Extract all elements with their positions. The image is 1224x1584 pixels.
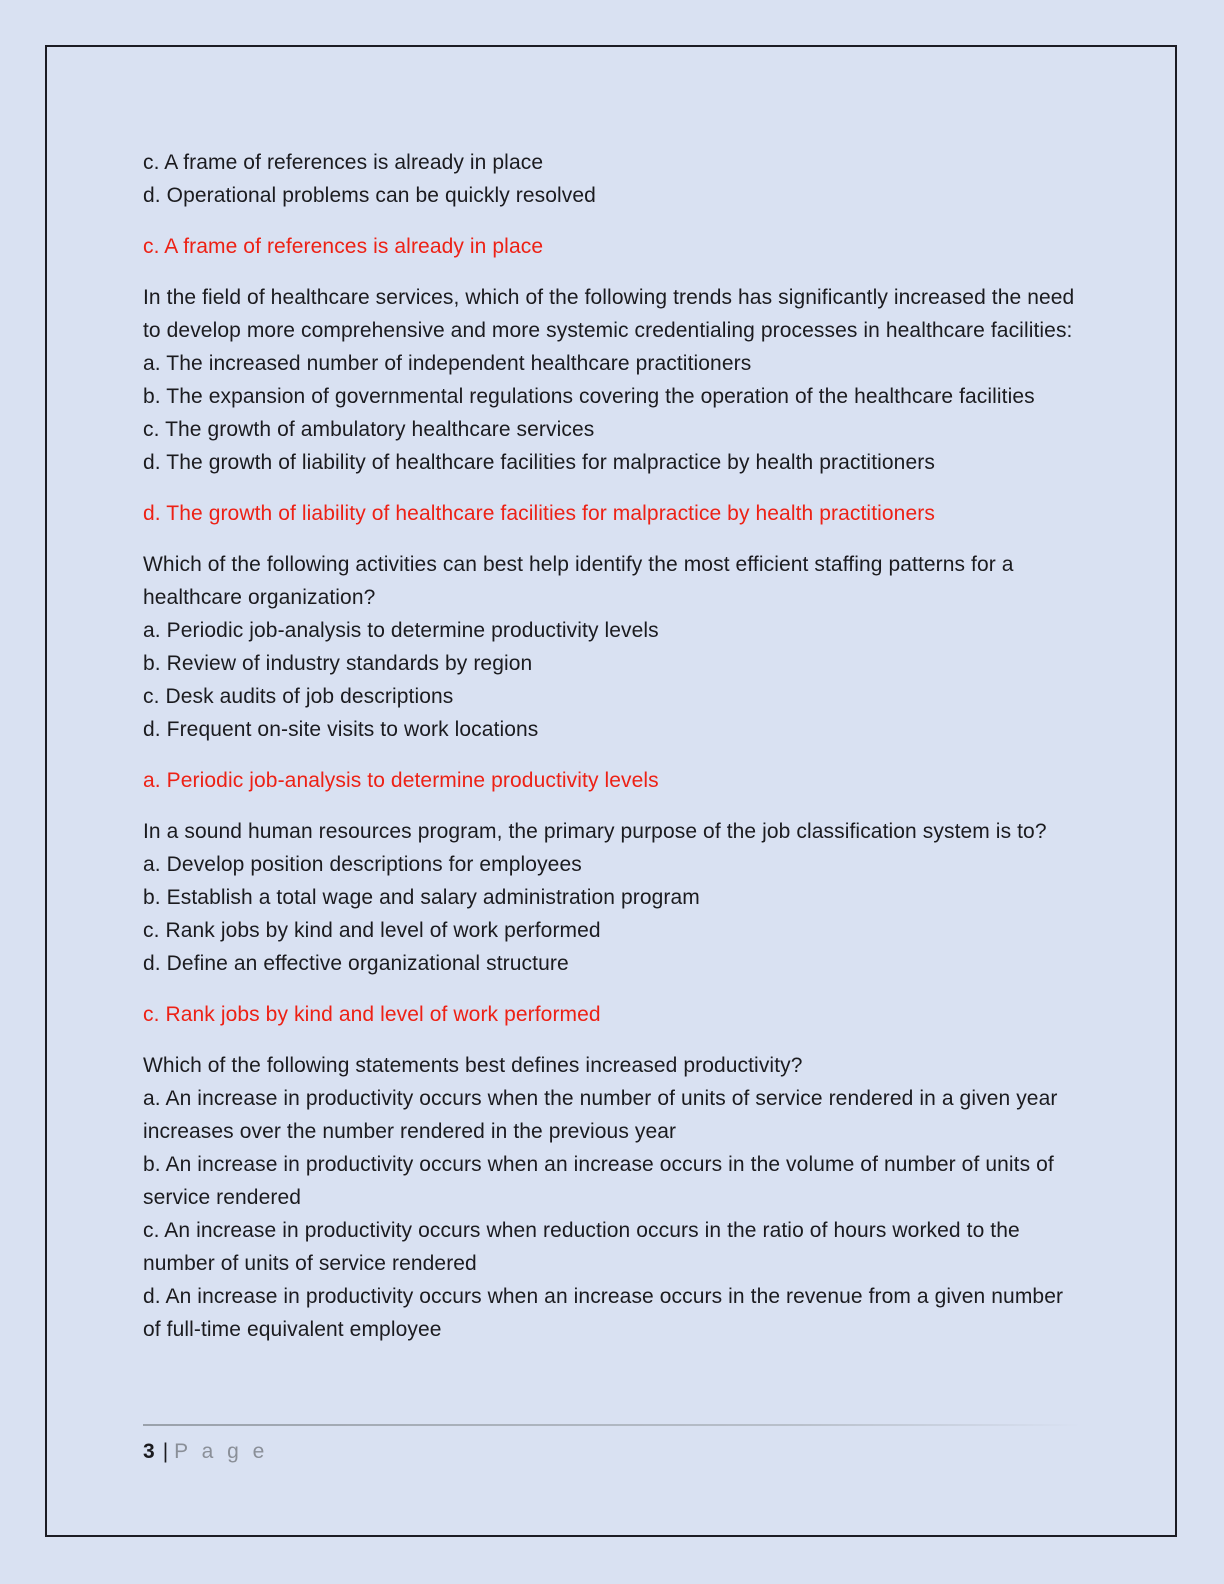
question-block <box>143 548 1081 746</box>
option-line: a. Periodic job-analysis to determine productivity levels <box>143 619 659 642</box>
option-line: a. The increased number of independent healthcare practitioners <box>143 352 752 375</box>
answer-block <box>143 764 1081 797</box>
option-line: c. The growth of ambulatory healthcare services <box>143 418 595 441</box>
option-line: c. Rank jobs by kind and level of work performed <box>143 919 601 942</box>
option-line: d. Operational problems can be quickly resolved <box>143 184 596 207</box>
option-line: d. An increase in productivity occurs when an increase occurs in the revenue from a given number of full-time equivalent employee <box>143 1285 1064 1341</box>
answer-block <box>143 497 1081 530</box>
footer-divider <box>143 1424 1081 1426</box>
answer-line: c. A frame of references is already in place <box>143 235 544 258</box>
question-block <box>143 281 1081 479</box>
option-line: b. Establish a total wage and salary administration program <box>143 886 700 909</box>
question-block <box>143 815 1081 980</box>
answer-block <box>143 230 1081 263</box>
page-number: 3 <box>143 1440 155 1463</box>
option-line: a. An increase in productivity occurs when the number of units of service rendered in a given year increases over the number rendered in the previous year <box>143 1087 1058 1143</box>
answer-line: c. Rank jobs by kind and level of work performed <box>143 1003 601 1026</box>
footer-text <box>143 1440 1081 1464</box>
option-line: d. Define an effective organizational structure <box>143 952 569 975</box>
question-text: Which of the following statements best defines increased productivity? <box>143 1054 803 1077</box>
question-text: Which of the following activities can best help identify the most efficient staffing patterns for a healthcare organization? <box>143 553 1014 609</box>
question-text: In a sound human resources program, the primary purpose of the job classification system is to? <box>143 820 1047 843</box>
document-body <box>143 146 1081 1364</box>
option-line: d. The growth of liability of healthcare facilities for malpractice by health practitioners <box>143 451 935 474</box>
answer-line: d. The growth of liability of healthcare facilities for malpractice by health practitioners <box>143 502 935 525</box>
footer-page-word: P a g e <box>174 1440 269 1463</box>
footer-pipe: | <box>162 1440 169 1463</box>
option-line: c. A frame of references is already in place <box>143 151 544 174</box>
option-line: a. Develop position descriptions for employees <box>143 853 582 876</box>
option-line: b. An increase in productivity occurs when an increase occurs in the volume of number of units of service rendered <box>143 1153 1054 1209</box>
option-line: c. Desk audits of job descriptions <box>143 685 454 708</box>
answer-line: a. Periodic job-analysis to determine productivity levels <box>143 769 659 792</box>
question-text: In the field of healthcare services, which of the following trends has significantly increased the need to develop more comprehensive and more systemic credentialing processes in healthcare facilities: <box>143 286 1075 342</box>
option-line: c. An increase in productivity occurs when reduction occurs in the ratio of hours worked to the number of units of service rendered <box>143 1219 1020 1275</box>
question-block <box>143 1049 1081 1346</box>
answer-block <box>143 998 1081 1031</box>
option-line: b. Review of industry standards by region <box>143 652 533 675</box>
page-footer <box>143 1424 1081 1464</box>
option-line: d. Frequent on-site visits to work locations <box>143 718 539 741</box>
option-line: b. The expansion of governmental regulations covering the operation of the healthcare facilities <box>143 385 1035 408</box>
options-block <box>143 146 1081 212</box>
